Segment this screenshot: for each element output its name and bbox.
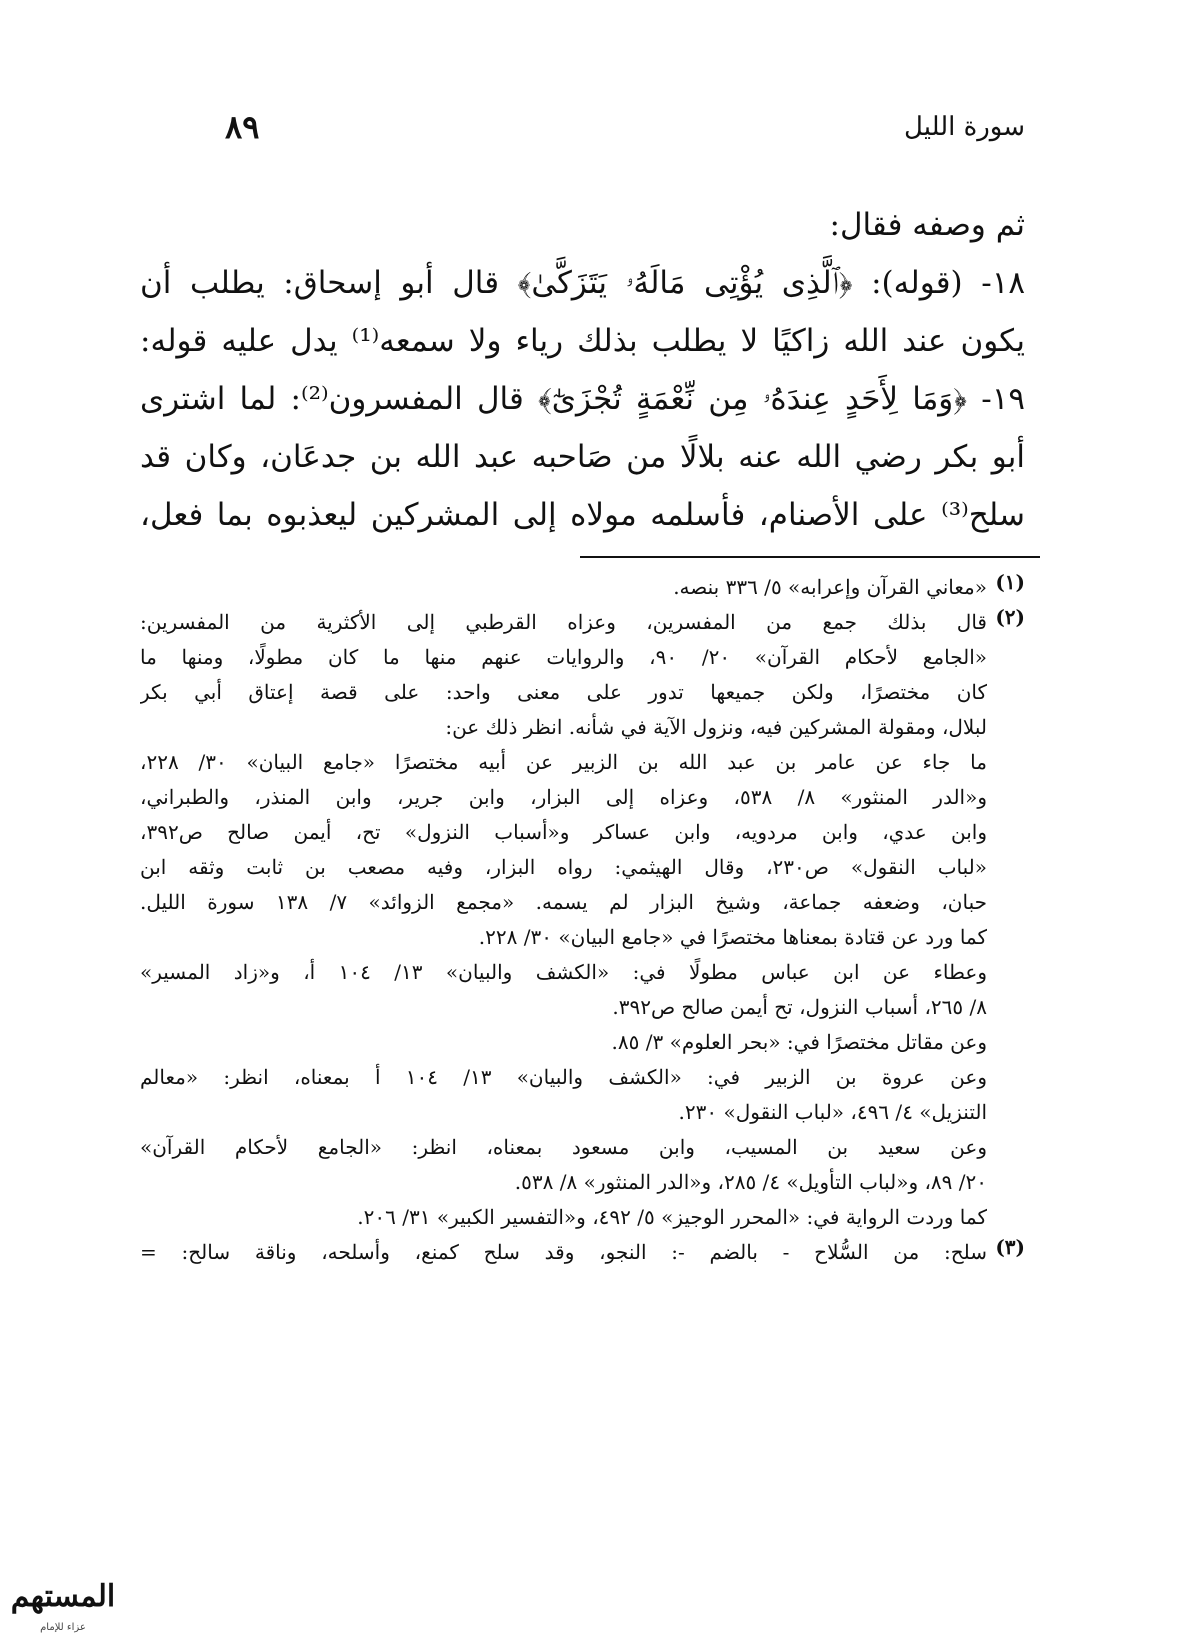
footnote-line: «معاني القرآن وإعرابه» ٥/ ٣٣٦ بنصه. — [673, 575, 987, 599]
footnotes — [140, 570, 1025, 1270]
footnote-number: (١) — [995, 570, 1025, 594]
footnote-line: وعن سعيد بن المسيب، وابن مسعود بمعناه، انظر: «الجامع لأحكام القرآن» — [140, 1135, 987, 1159]
footnote-line: وعطاء عن ابن عباس مطولًا في: «الكشف والبيان» ١٣/ ١٠٤ أ، و«زاد المسير» — [140, 960, 987, 984]
footnote-line: قال بذلك جمع من المفسرين، وعزاه القرطبي إلى الأكثرية من المفسرين: — [140, 610, 987, 634]
page-header — [225, 108, 1025, 156]
footnote-line: وعن عروة بن الزبير في: «الكشف والبيان» ١٣/ ١٠٤ أ بمعناه، انظر: «معالم — [140, 1065, 987, 1089]
footnote-2 — [140, 605, 1025, 1235]
text-line: يكون عند الله زاكيًا لا يطلب بذلك رياء ولا سمعه⁽¹⁾ يدل عليه قوله: — [140, 323, 1025, 359]
footnote-line: التنزيل» ٤/ ٤٩٦، «لباب النقول» ٢٣٠. — [678, 1100, 987, 1124]
footnote-line: «لباب النقول» ص٢٣٠، وقال الهيثمي: رواه البزار، وفيه مصعب بن ثابت وثقه ابن — [140, 855, 987, 879]
page-number: ٨٩ — [225, 108, 260, 146]
footnote-line: و«الدر المنثور» ٨/ ٥٣٨، وعزاه إلى البزار، وابن جرير، وابن المنذر، والطبراني، — [140, 785, 987, 809]
footnote-line: لبلال، ومقولة المشركين فيه، ونزول الآية في شأنه. انظر ذلك عن: — [445, 715, 987, 739]
footnote-line: ما جاء عن عامر بن عبد الله بن الزبير عن أبيه مختصرًا «جامع البيان» ٣٠/ ٢٢٨، — [140, 750, 987, 774]
footnote-divider — [580, 556, 1040, 558]
footnote-line: وابن عدي، وابن مردويه، وابن عساكر و«أسباب النزول» تح، أيمن صالح ص٣٩٢، — [140, 820, 987, 844]
main-text — [140, 196, 1025, 544]
footnote-line: سلح: من السُّلاح - بالضم -: النجو، وقد سلح كمنع، وأسلحه، وناقة سالح: = — [140, 1240, 987, 1264]
footnote-line: ٢٠/ ٨٩، و«لباب التأويل» ٤/ ٢٨٥، و«الدر المنثور» ٨/ ٥٣٨. — [514, 1170, 987, 1194]
footnote-1 — [140, 570, 1025, 605]
text-line: ثم وصفه فقال: — [829, 207, 1025, 243]
surah-title: سورة الليل — [904, 112, 1025, 142]
footnote-line: كما وردت الرواية في: «المحرر الوجيز» ٥/ ٤٩٢، و«التفسير الكبير» ٣١/ ٢٠٦. — [357, 1205, 987, 1229]
logo-subtext: عزاء للإمام — [40, 1622, 86, 1633]
footnote-number: (٣) — [995, 1235, 1025, 1259]
footnote-number: (٢) — [995, 605, 1025, 629]
footnote-line: وعن مقاتل مختصرًا في: «بحر العلوم» ٣/ ٨٥. — [611, 1030, 987, 1054]
text-line: ١٩- ﴿وَمَا لِأَحَدٍ عِندَهُۥ مِن نِّعْمَةٍ تُجْزَىٰٓ﴾ قال المفسرون⁽²⁾: لما اشترى — [140, 381, 1025, 417]
text-line: أبو بكر رضي الله عنه بلالًا من صَاحبه عبد الله بن جدعَان، وكان قد — [140, 439, 1025, 475]
footnote-line: كان مختصرًا، ولكن جميعها تدور على معنى واحد: على قصة إعتاق أبي بكر — [140, 680, 987, 704]
footnote-3 — [140, 1235, 1025, 1270]
footnote-line: حبان، وضعفه جماعة، وشيخ البزار لم يسمه. «مجمع الزوائد» ٧/ ١٣٨ سورة الليل. — [140, 890, 987, 914]
text-line: سلح⁽³⁾ على الأصنام، فأسلمه مولاه إلى المشركين ليعذبوه بما فعل، — [140, 497, 1025, 533]
logo-text: المستهم — [10, 1579, 116, 1614]
footnote-line: كما ورد عن قتادة بمعناها مختصرًا في «جامع البيان» ٣٠/ ٢٢٨. — [478, 925, 987, 949]
text-line: ١٨- (قوله): ﴿ٱلَّذِى يُؤْتِى مَالَهُۥ يَتَزَكَّىٰ﴾ قال أبو إسحاق: يطلب أن — [140, 265, 1025, 301]
footnote-line: ٨/ ٢٦٥، أسباب النزول، تح أيمن صالح ص٣٩٢. — [612, 995, 987, 1019]
footnote-line: «الجامع لأحكام القرآن» ٢٠/ ٩٠، والروايات عنهم منها ما كان مطولًا، ومنها ما — [140, 645, 987, 669]
watermark-logo — [8, 1570, 118, 1640]
